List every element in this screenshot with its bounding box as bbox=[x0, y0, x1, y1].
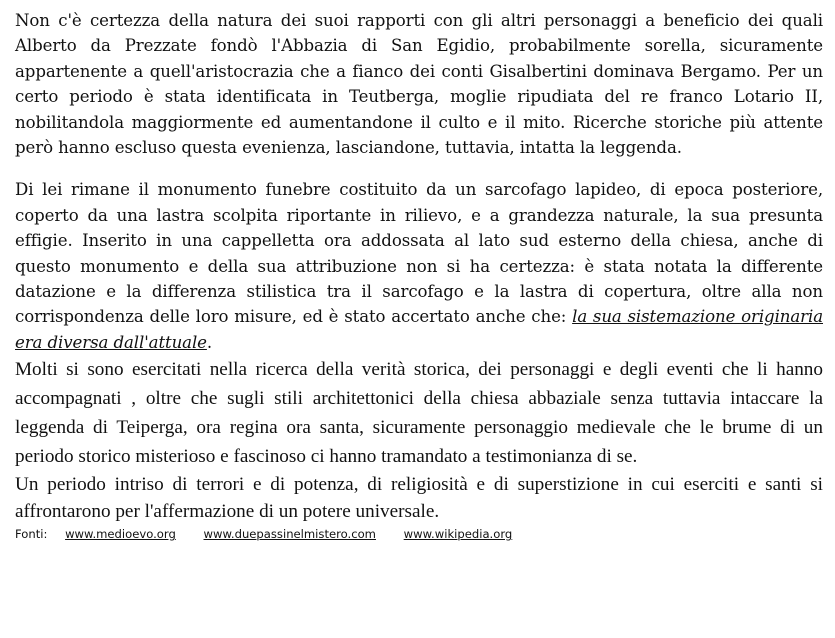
paragraph-2-text: Di lei rimane il monumento funebre costituito da un sarcofago lapideo, di epoca posteriore, coperto da una lastra scolpita riportante in rilievo, e a grandezza naturale, la sua presunta effigie. Inserito in una cappelletta ora addossata al lato sud esterno della chiesa, anche di questo monumento e della sua attribuzione non si ha certezza: è stata notata la differente datazione e la differenza stilistica tra il sarcofago e la lastra di copertura, oltre alla non corrispondenza delle loro misure, ed è stato accertato anche che: bbox=[15, 180, 823, 327]
document-body bbox=[15, 8, 823, 542]
paragraph-2 bbox=[15, 177, 823, 355]
sources-label: Fonti: bbox=[15, 527, 48, 542]
sources-line bbox=[15, 526, 823, 542]
paragraph-4: Un periodo intriso di terrori e di potenza, di religiosità e di superstizione in cui eserciti e santi si affrontarono per l'affermazione di un potere universale. bbox=[15, 474, 823, 523]
source-link-wikipedia[interactable]: www.wikipedia.org bbox=[403, 527, 513, 542]
paragraph-2-end: . bbox=[206, 332, 213, 352]
underlined-quote-link[interactable]: la sua sistemazione originaria era diversa dall'attuale bbox=[15, 307, 823, 352]
source-link-medioevo[interactable]: www.medioevo.org bbox=[65, 527, 176, 542]
paragraph-3: Molti si sono esercitati nella ricerca della verità storica, dei personaggi e degli eventi che li hanno accompagnati , oltre che sugli stili architettonici della chiesa abbaziale senza tuttavia intaccare la leggenda di Teiperga, ora regina ora santa, sicuramente personaggio medievale che le brume di un periodo storico misterioso e fascinoso ci hanno tramandato a testimonianza di se. bbox=[15, 359, 823, 468]
source-link-duepassinelmistero[interactable]: www.duepassinelmistero.com bbox=[203, 527, 376, 542]
paragraph-1: Non c'è certezza della natura dei suoi rapporti con gli altri personaggi a beneficio dei quali Alberto da Prezzate fondò l'Abbazia di San Egidio, probabilmente sorella, sicuramente appartenente a quell'aristocrazia che a fianco dei conti Gisalbertini dominava Bergamo. Per un certo periodo è stata identificata in Teutberga, moglie ripudiata del re franco Lotario II, nobilitandola maggiormente ed aumentandone il culto e il mito. Ricerche storiche più attente però hanno escluso questa evenienza, lasciandone, tuttavia, intatta la leggenda. bbox=[15, 11, 823, 158]
